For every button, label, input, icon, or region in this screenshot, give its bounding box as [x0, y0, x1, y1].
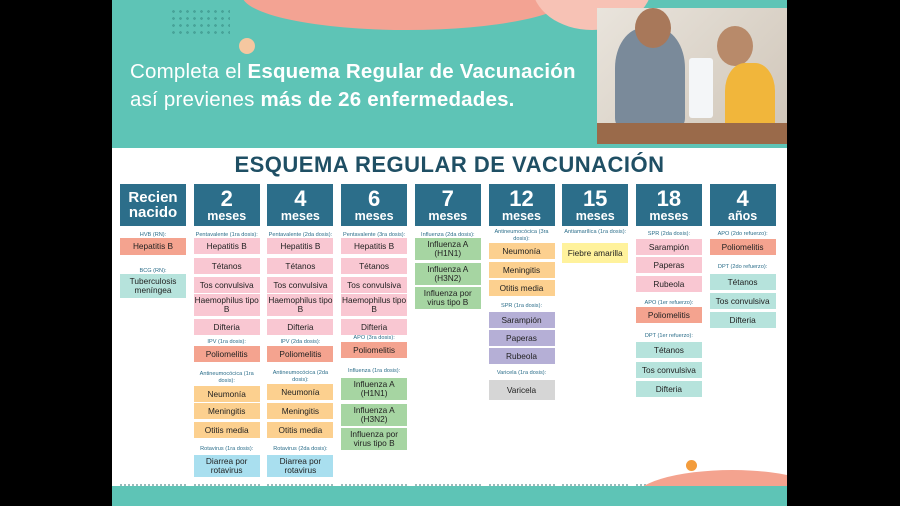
vaccine-dose-label: DPT (1er refuerzo):	[644, 333, 693, 339]
age-number: 18	[656, 185, 682, 211]
age-unit: meses	[502, 208, 541, 223]
decorative-dot	[239, 38, 255, 54]
vaccine-dose-label: APO (3ra dosis):	[353, 335, 395, 341]
column-9	[710, 184, 776, 325]
disease-chip: Hepatitis B	[194, 238, 260, 254]
disease-chip: Meningitis	[267, 403, 333, 419]
vaccine-dose-label: Pentavalente (2da dosis):	[268, 232, 333, 238]
vaccine-dose-label: APO (1er refuerzo):	[644, 300, 694, 306]
vaccine-dose-label: Antineumocócica (3ra dosis):	[494, 229, 549, 242]
column-header	[194, 184, 260, 226]
headline-text: así previenes	[130, 88, 261, 111]
page-title: ESQUEMA REGULAR DE VACUNACIÓN	[234, 152, 665, 177]
disease-chip: Influenza A (H3N2)	[415, 263, 481, 285]
column-body	[267, 228, 333, 486]
footer-band	[112, 486, 787, 506]
vaccine-dose-label: Varicela (1ra dosis):	[496, 370, 547, 376]
column-header	[636, 184, 702, 226]
disease-chip: Hepatitis B	[267, 238, 333, 254]
column-header	[267, 184, 333, 226]
age-number: 15	[582, 185, 608, 211]
column-3	[267, 184, 333, 475]
disease-chip: Influenza A (H3N2)	[341, 404, 407, 426]
column-header	[341, 184, 407, 226]
disease-chip: Difteria	[341, 319, 407, 335]
disease-chip: Influenza por virus tipo B	[415, 287, 481, 309]
age-number: 6	[367, 185, 381, 211]
disease-chip: Rubeola	[489, 348, 555, 364]
disease-chip: Influenza por virus tipo B	[341, 428, 407, 450]
vaccine-dose-label: SPR (1ra dosis):	[500, 303, 543, 309]
column-header	[489, 184, 555, 226]
disease-chip: Diarrea por rotavirus	[267, 455, 333, 477]
disease-chip: Influenza A (H1N1)	[341, 378, 407, 400]
vaccine-dose-label: Rotavirus (1ra dosis):	[200, 446, 254, 452]
age-number: 2	[220, 185, 233, 211]
disease-chip: Neumonía	[489, 243, 555, 259]
vaccine-dose-label: Rotavirus (2da dosis):	[273, 446, 328, 452]
column-7	[562, 184, 628, 258]
disease-chip: Neumonía	[194, 386, 260, 402]
disease-chip: Tétanos	[267, 258, 333, 274]
headline-bold: más de 26 enfermedades.	[260, 88, 515, 111]
disease-chip: Tétanos	[636, 342, 702, 358]
vaccine-dose-label: BCG (RN):	[139, 268, 167, 274]
column-1	[120, 184, 186, 295]
disease-chip: Tuberculosis meníngea	[120, 274, 186, 298]
disease-chip: Paperas	[489, 330, 555, 346]
disease-chip: Tos convulsiva	[710, 293, 776, 309]
vaccine-dose-label: Pentavalente (3ra dosis):	[343, 232, 406, 238]
vaccine-dose-label: SPR (2da dosis):	[647, 231, 691, 237]
column-6	[489, 184, 555, 395]
banner	[112, 0, 787, 148]
vaccine-dose-label: DPT (2do refuerzo):	[717, 264, 768, 270]
disease-chip: Otitis media	[267, 422, 333, 438]
disease-chip: Rubeola	[636, 276, 702, 292]
age-unit: meses	[280, 208, 320, 223]
column-2	[194, 184, 260, 475]
disease-chip: Tétanos	[710, 274, 776, 290]
age-unit: meses	[649, 208, 689, 223]
disease-chip: Hepatitis B	[341, 238, 407, 254]
headline	[130, 58, 576, 114]
column-body	[636, 228, 702, 486]
column-header	[710, 184, 776, 226]
disease-chip: Sarampión	[489, 312, 555, 328]
column-body	[194, 228, 260, 486]
disease-chip: Difteria	[267, 319, 333, 335]
disease-chip: Tos convulsiva	[194, 277, 260, 293]
disease-chip: Poliomelitis	[267, 346, 333, 362]
column-8	[636, 184, 702, 394]
age-unit: meses	[207, 208, 247, 223]
column-body	[710, 228, 776, 486]
vaccine-dose-label: Influenza (2da dosis):	[421, 232, 475, 238]
disease-chip: Haemophilus tipo B	[194, 295, 259, 314]
column-4	[341, 184, 407, 448]
vaccine-dose-label: Pentavalente (1ra dosis):	[195, 232, 258, 238]
decorative-dots	[170, 8, 230, 38]
column-body	[341, 228, 407, 486]
age-number: 4	[294, 185, 307, 211]
disease-chip: Hepatitis B	[120, 238, 186, 255]
vaccine-dose-label: APO (2do refuerzo):	[717, 231, 768, 237]
decorative-blob	[242, 0, 572, 30]
age-number: 12	[509, 185, 534, 211]
column-header	[415, 184, 481, 226]
vaccine-dose-label: Antiamarílica (1ra dosis):	[564, 229, 627, 235]
disease-chip: Fiebre amarilla	[562, 243, 628, 263]
column-5	[415, 184, 481, 307]
disease-chip: Poliomelitis	[194, 346, 260, 362]
column-body	[489, 228, 555, 486]
age-unit: meses	[354, 208, 394, 223]
column-header	[562, 184, 628, 226]
disease-chip: Neumonía	[267, 384, 333, 400]
vaccine-dose-label: IPV (2da dosis):	[280, 339, 321, 345]
disease-chip: Sarampión	[636, 239, 702, 255]
disease-chip: Diarrea por rotavirus	[194, 455, 260, 477]
disease-chip: Difteria	[710, 312, 776, 328]
disease-chip: Tétanos	[341, 258, 407, 274]
vaccine-dose-label: IPV (1ra dosis):	[207, 339, 246, 345]
disease-chip: Paperas	[636, 257, 702, 273]
disease-chip: Haemophilus tipo B	[268, 295, 333, 314]
column-header	[120, 184, 186, 226]
vaccine-dose-label: HVB (RN):	[139, 232, 167, 238]
column-body	[120, 228, 186, 486]
vaccine-dose-label: Antineumocócica (2da dosis):	[272, 370, 329, 383]
disease-chip: Poliomelitis	[341, 342, 407, 358]
headline-bold: Esquema Regular de Vacunación	[247, 60, 576, 83]
disease-chip: Poliomelitis	[636, 307, 702, 323]
disease-chip: Difteria	[194, 319, 260, 335]
disease-chip: Difteria	[636, 381, 702, 397]
disease-chip: Tos convulsiva	[267, 277, 333, 293]
disease-chip: Influenza A (H1N1)	[415, 238, 481, 260]
age-number: 7	[441, 185, 454, 211]
vaccine-dose-label: Influenza (1ra dosis):	[347, 368, 401, 374]
column-body	[562, 228, 628, 486]
headline-text: Completa el	[130, 60, 248, 83]
disease-chip: Otitis media	[489, 280, 555, 296]
vaccination-poster	[112, 0, 787, 506]
age-unit: meses	[575, 208, 615, 223]
age-number: 4	[736, 185, 749, 211]
disease-chip: Varicela	[489, 380, 555, 400]
disease-chip: Otitis media	[194, 422, 260, 438]
column-body	[415, 228, 481, 486]
disease-chip: Meningitis	[489, 262, 555, 278]
disease-chip: Poliomelitis	[710, 239, 776, 255]
age-unit: años	[728, 208, 758, 223]
disease-chip: Meningitis	[194, 403, 260, 419]
family-photo	[597, 8, 787, 144]
disease-chip: Haemophilus tipo B	[342, 295, 407, 314]
disease-chip: Tos convulsiva	[341, 277, 407, 293]
decorative-dot	[686, 460, 697, 471]
age-unit: meses	[428, 208, 468, 223]
age-unit: nacido	[128, 204, 178, 221]
disease-chip: Tétanos	[194, 258, 260, 274]
disease-chip: Tos convulsiva	[636, 362, 702, 378]
age-number: Recien	[128, 189, 178, 206]
vaccine-dose-label: Antineumocócica (1ra dosis):	[199, 371, 254, 384]
